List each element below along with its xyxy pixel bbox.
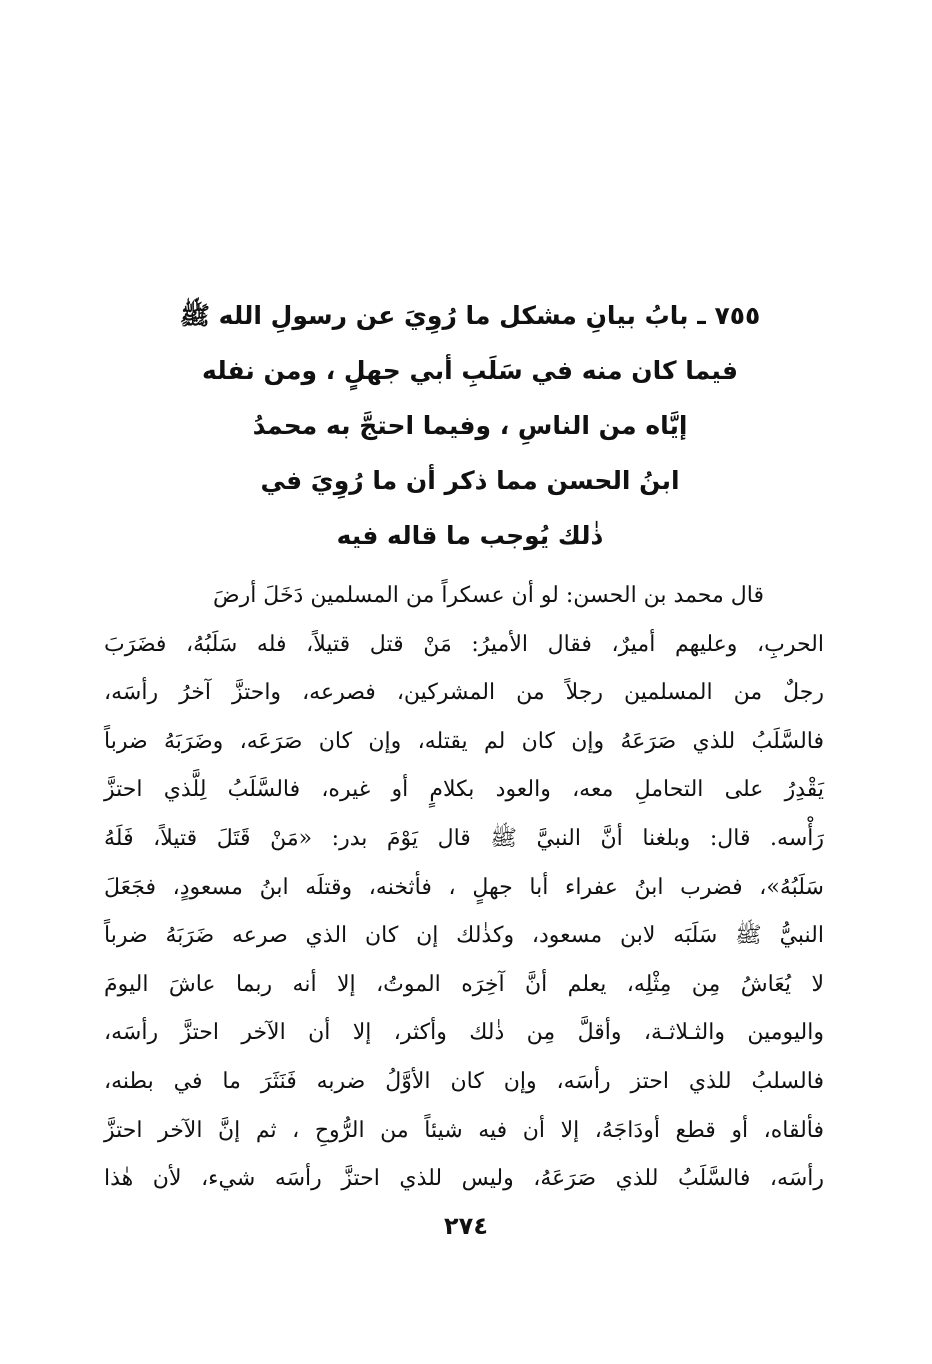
heading-line: فيما كان منه في سَلَبِ أبي جهلٍ ، ومن نفله	[202, 356, 738, 385]
body-text	[104, 572, 824, 1204]
page-number: ٢٧٤	[444, 1212, 488, 1240]
body-line: النبيُّ ﷺ سَلَبَه لابن مسعود، وكذٰلك إن كان الذي صرعه ضَرَبَهُ ضرباً	[104, 923, 824, 949]
body-line: رجلٌ من المسلمين رجلاً من المشركين، فصرعه، واحتزَّ آخرُ رأسَه،	[104, 680, 825, 706]
heading-line: ذٰلك يُوجب ما قاله فيه	[336, 521, 604, 550]
body-line: رَأْسه. قال: وبلغنا أنَّ النبيَّ ﷺ قال يَوْمَ بدر: «مَنْ قَتَلَ قتيلاً، فَلَهُ	[104, 825, 824, 851]
heading-line: ٧٥٥ ـ بابُ بيانِ مشكل ما رُوِيَ عن رسولِ الله ﷺ	[179, 301, 761, 330]
body-line: الحربِ، وعليهم أميرٌ، فقال الأميرُ: مَنْ قتل قتيلاً، فله سَلَبُهُ، فضَرَبَ	[104, 631, 824, 657]
body-line: فالسَّلَبُ للذي صَرَعَهُ وإن كان لم يقتله، وإن كان صَرَعَه، وضَرَبَهُ ضرباً	[104, 728, 824, 754]
body-line: فألقاه، أو قطع أودَاجَهُ، إلا أن فيه شيئاً من الرُّوحِ ، ثم إنَّ الآخر احتزَّ	[104, 1117, 824, 1143]
heading-line: إيَّاه من الناسِ ، وفيما احتجَّ به محمدُ	[252, 411, 688, 440]
body-line: رأسَه، فالسَّلَبُ للذي صَرَعَهُ، وليس للذي احتزَّ رأسَه شيء، لأن هٰذا	[104, 1166, 824, 1192]
body-line: واليومين والثـلاثـة، وأقلَّ مِن ذٰلك وأكثر، إلا أن الآخر احتزَّ رأسَه،	[104, 1020, 824, 1046]
chapter-heading	[120, 288, 820, 563]
heading-line: ابنُ الحسن مما ذكر أن ما رُوِيَ في	[260, 466, 680, 495]
body-line: فالسلبُ للذي احتز رأسَه، وإن كان الأوَّلُ ضربه فَنَثَرَ ما في بطنه،	[104, 1068, 824, 1094]
body-line: سَلَبُهُ»، فضرب ابنُ عفراء أبا جهلٍ ، فأثخنه، وقتلَه ابنُ مسعودٍ، فجَعَلَ	[104, 874, 824, 900]
body-line: يَقْدِرُ على التحاملِ معه، والعود بكلامٍ أو غيره، فالسَّلَبُ لِلَّذي احتزَّ	[104, 777, 824, 803]
body-line: لا يُعَاشُ مِن مِثْلِه، يعلم أنَّ آخِرَه الموتُ، إلا أنه ربما عاشَ اليومَ	[104, 971, 824, 997]
body-line: قال محمد بن الحسن: لو أن عسكراً من المسلمين دَخَلَ أرضَ	[212, 583, 764, 608]
